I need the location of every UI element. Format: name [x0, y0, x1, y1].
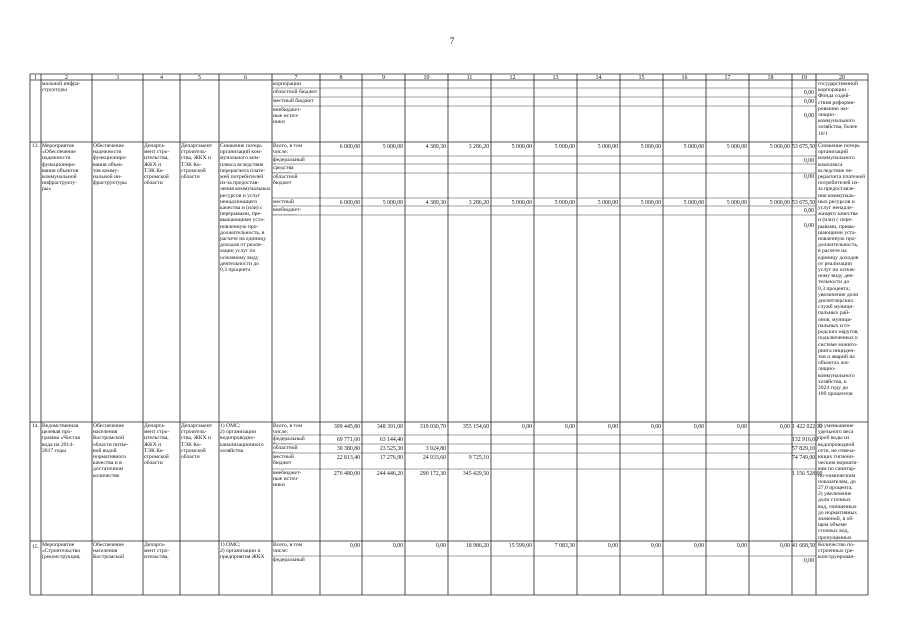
row14-obl-col-8: 30 380,80: [336, 445, 360, 452]
row14-mest-col-11: 9 725,10: [468, 454, 489, 461]
row15-executor: Департа- мент стро- ительства,: [144, 542, 170, 561]
row15-total-col-13: 7 083,30: [554, 542, 575, 549]
row14-fed-total: 132 916,00: [792, 436, 819, 443]
row13-total-col-13: 5 000,00: [554, 143, 575, 150]
row14-total-col-13: 0,00: [564, 423, 575, 430]
row13-total-col-15: 5 000,00: [640, 143, 661, 150]
row14-vne-col-9: 244 446,20: [376, 470, 403, 477]
header-col-13: 13: [552, 74, 559, 81]
row13-obl-col-10: 4 389,30: [425, 199, 446, 206]
row13-obl-col-18: 5 000,00: [769, 199, 790, 206]
row13-total-col-9: 5 000,00: [382, 143, 403, 150]
header-col-8: 8: [339, 74, 343, 81]
row15-source-1: федеральный: [273, 557, 305, 563]
row14-mest-col-9: 17 276,90: [379, 454, 403, 461]
row14-source-3: местный бюджет: [273, 454, 294, 467]
row13-source-2: средства: [273, 165, 294, 171]
row13-total-col-16: 5 000,00: [683, 143, 704, 150]
row14-result: 1) уменьшение удельного веса проб воды из водопроводной сети, не отвеча- ющих гигиени- ческим нормати- вам по санитар- но-химическим показателям, до 27,0 процента; 2) увеличение доли сточных вод, очищенных до нормативных значений, в об- щем объеме сточных вод, пропущенных: [818, 423, 859, 541]
row14-obl-total: 57 829,10: [792, 445, 816, 452]
row14-number: 14.: [32, 423, 39, 429]
row13-grand-total: 53 675,50: [792, 143, 816, 150]
row13-obl-col-13: 5 000,00: [554, 199, 575, 206]
page-number: 7: [449, 36, 455, 46]
row15-total-col-8: 0,00: [349, 542, 360, 549]
row13-obl-col-17: 5 000,00: [726, 199, 747, 206]
row14-total-col-16: 0,00: [693, 423, 704, 430]
header-col-20: 20: [839, 74, 845, 81]
header-col-2: 2: [65, 74, 68, 81]
row14-total-col-14: 0,00: [607, 423, 618, 430]
row14-mest-col-8: 22 813,40: [336, 454, 360, 461]
row13-goal: Обеспечение надежности функциониро- вания объек- тов комму- нальной ин- фраструктуры: [93, 143, 128, 187]
row13-source-4: местный: [273, 199, 294, 205]
row14-mest-total: 74 749,00: [792, 454, 816, 461]
row15-total-col-16: 0,00: [693, 542, 704, 549]
row13-number: 13.: [32, 143, 39, 149]
row14-source-0: Всего, в том числе:: [273, 423, 303, 435]
row14-total-col-8: 399 445,80: [333, 423, 360, 430]
row15-number: 15.: [32, 544, 39, 550]
header-col-3: 3: [116, 74, 119, 81]
row14-vne-col-10: 290 172,30: [419, 470, 446, 477]
row15-total-col-17: 0,00: [736, 542, 747, 549]
row14-name: Ведомственная целевая про- грамма «Чистая вода на 2014- 2017 годы: [42, 423, 80, 454]
row14-fed-col-8: 69 771,60: [336, 436, 360, 443]
row13-source-5: внебюджет-: [273, 207, 302, 213]
row15-total-col-12: 15 599,00: [508, 542, 532, 549]
cont-total-vne: 0,00: [803, 113, 814, 119]
cont-source-2: местный бюджет: [273, 98, 314, 104]
row15-result: Количество по- строенных (ре- конструирован-: [818, 542, 856, 561]
row13-name: Мероприятие «Обеспечение надежности функциониро- вания объектов коммунальной инфраструкту- ры»: [42, 143, 79, 193]
row15-total-col-10: 0,00: [435, 542, 446, 549]
row13-total-col-12: 5 000,00: [511, 143, 532, 150]
row15-grand-total: 41 668,50: [792, 542, 816, 549]
header-col-17: 17: [724, 74, 731, 81]
row14-vne-col-11: 345 429,50: [462, 470, 489, 477]
cont-total-obl: 0,00: [803, 89, 814, 96]
cont-total-mest: 0,00: [803, 98, 814, 105]
row15-total-col-11: 18 986,20: [465, 542, 489, 549]
row13-obl-total: 53 675,50: [792, 199, 816, 206]
header-col-11: 11: [466, 74, 473, 81]
row15-total-col-9: 0,00: [392, 542, 403, 549]
row14-total-col-9: 348 391,00: [376, 423, 403, 430]
row13-total-col-18: 5 000,00: [769, 143, 790, 150]
row13-source-1: федеральный: [273, 157, 305, 163]
row13-total-col-10: 4 389,30: [425, 143, 446, 150]
row14-source-1: федеральный: [273, 436, 305, 442]
header-col-4: 4: [160, 74, 163, 81]
row13-obl-col-16: 5 000,00: [683, 199, 704, 206]
row14-source-4: внебюджет- ные источ- ники: [273, 470, 302, 489]
row14-goal: Обеспечение населения Костромской области питье- вой водой нормативного качества и в достаточном количестве: [93, 423, 129, 479]
row13-fed-total: 0,00: [803, 157, 814, 164]
cont-source-0: корпорации: [273, 81, 302, 87]
header-col-14: 14: [595, 74, 602, 81]
row14-total-col-11: 355 154,60: [462, 423, 489, 430]
row14-source-2: областной: [273, 445, 298, 451]
row14-total-col-10: 319 030,70: [419, 423, 446, 430]
row13-total-col-11: 3 286,20: [468, 143, 489, 150]
header-col-15: 15: [638, 74, 645, 81]
row13-corp-total: 0,00: [803, 174, 814, 180]
row14-total-col-15: 0,00: [650, 423, 661, 430]
row13-mest-total: 0,00: [803, 207, 814, 214]
row14-vne-col-8: 276 480,00: [333, 470, 360, 477]
row13-total-col-14: 5 000,00: [597, 143, 618, 150]
cont-name: мальной инфра- структуры: [42, 81, 81, 94]
row14-mest-col-10: 24 933,60: [422, 454, 446, 461]
row15-total-col-18: 0,00: [779, 542, 790, 549]
row15-total-col-15: 0,00: [650, 542, 661, 549]
row13-obl-col-11: 3 286,20: [468, 199, 489, 206]
row15-name: Мероприятие «Строительство (реконструкция,: [42, 542, 81, 561]
row14-total-col-12: 0,00: [521, 423, 532, 430]
row14-fed-col-9: 63 144,40: [379, 436, 403, 443]
header-col-6: 6: [244, 74, 247, 81]
header-col-7: 7: [294, 74, 298, 81]
row13-obl-col-15: 5 000,00: [640, 199, 661, 206]
row14-total-col-18: 0,00: [779, 423, 790, 430]
row13-vne-total: 0,00: [803, 223, 814, 229]
header-col-9: 9: [382, 74, 385, 81]
header-col-12: 12: [509, 74, 516, 81]
header-col-18: 18: [767, 74, 774, 81]
row13-executor: Департа- мент стро- ительства, ЖКХ и ТЭК Ко- стромской области: [144, 143, 170, 187]
row15-goal: Обеспечение населения Костромской: [93, 542, 125, 561]
row14-vne-total: 1 156 528,00: [792, 470, 823, 477]
row14-executor: Департа- мент стро- ительства, ЖКХ и ТЭК Ко- стромской области: [144, 423, 170, 467]
row13-obl-col-14: 5 000,00: [597, 199, 618, 206]
row13-indicator: Снижение потерь организаций ком- мунального ком- плекса вследствие перерасчета плате- жей потребителей из-за предостав- ления коммунальных ресурсов и услуг ненадлежащего качества и (или) с перерывами, пре- вышающими уста- новленную про- должительность, в расчете на единицу доходов от реали- зации услуг по основному виду деятельности до 0,3 процента: [220, 143, 271, 274]
row13-obl-col-12: 5 000,00: [511, 199, 532, 206]
row15-fed-total: 0,00: [803, 557, 814, 564]
header-col-16: 16: [681, 74, 688, 81]
cont-source-3: внебюджет- ные источ- ники: [273, 107, 302, 125]
row13-obl-col-8: 6 000,00: [339, 199, 360, 206]
row14-coexecutor: Департамент строитель- ства, ЖКХ и ТЭК Ко- стромской области: [181, 423, 213, 461]
row14-obl-col-9: 23 525,30: [379, 445, 403, 452]
header-col-19: 19: [801, 74, 807, 81]
row13-obl-col-9: 5 000,00: [382, 199, 403, 206]
row15-total-col-14: 0,00: [607, 542, 618, 549]
cont-result: государственной корпорации - Фонда содей- ствия реформи- рованию жи- лищно- коммунального хозяйства, более 10/1: [818, 81, 858, 137]
row15-source-0: Всего, в том числе:: [273, 542, 303, 555]
row14-obl-col-10: 3 924,80: [425, 445, 446, 452]
row15-indicator: 1) ОМС; 2) организации и предприятия ЖКХ: [220, 542, 265, 561]
header-col-10: 10: [423, 74, 430, 81]
row14-total-col-17: 0,00: [736, 423, 747, 430]
header-col-1: 1: [34, 74, 37, 81]
header-col-5: 5: [198, 74, 201, 81]
row13-total-col-8: 6 000,00: [339, 143, 360, 150]
row13-source-0: Всего, в том числе:: [273, 143, 303, 156]
row13-result: Снижение потерь организаций коммунального комплекса вследствие пе- рерасчета платежей потребителей из- за предоставле- ния коммуналь- ных ресурсов и услуг ненадле- жащего качества и (или) с пере- рывами, превы- шающими уста- новленную про- должительность, в расчете на единицу доходов от реализации услуг по основ- ному виду дея- тельности до 0,3 процента; увеличение доли диспетчерских служб муници- пальных рай- онов, муници- пальных и го- родских округов, подключенных к системе монито- ринга инциден- тов и аварий на объектах жи- лищно- коммунального хозяйства, к 2024 году до 100 процентов: [818, 143, 865, 398]
cont-source-1: областной бюджет: [273, 89, 318, 95]
row14-indicator: 1) ОМС; 2) организации водопроводно- канализационного хозяйства: [220, 423, 264, 454]
row13-coexecutor: Департамент строитель- ства, ЖКХ и ТЭК Ко- стромской области: [181, 143, 213, 181]
row13-source-3: областной бюджет: [273, 174, 298, 187]
row14-grand-total: 1 422 022,10: [792, 423, 823, 430]
row13-total-col-17: 5 000,00: [726, 143, 747, 150]
